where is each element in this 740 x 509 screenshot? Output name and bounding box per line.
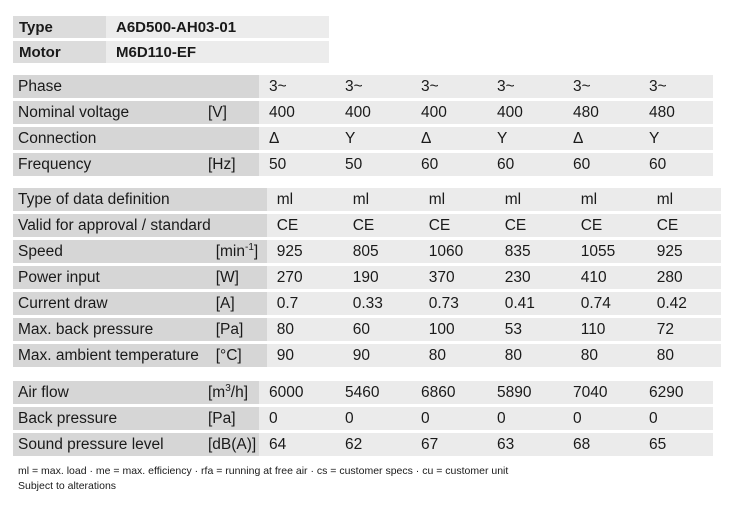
value-cell: 3~ [259,75,335,98]
table-row [13,127,713,150]
value-cell: 3~ [487,75,563,98]
value-cell: 0 [563,407,639,430]
row-label: Current draw [13,292,211,315]
value-cell: ml [419,188,495,211]
value-cell: 805 [343,240,419,263]
row-unit: [A] [211,292,267,315]
value-cell: 230 [495,266,571,289]
footnotes [18,464,508,494]
row-label: Connection [13,127,203,150]
row-unit [203,75,259,98]
value-cell: 6290 [639,381,713,404]
table-row [13,318,721,341]
row-unit: $[\min^{-1}]$ [211,240,267,263]
row-unit: [Hz] [203,153,259,176]
row-unit: [dB(A)] [203,433,259,456]
table-row [13,214,721,237]
value-cell: 80 [495,344,571,367]
value-cell: 370 [419,266,495,289]
value-cell: 400 [259,101,335,124]
value-cell: 68 [563,433,639,456]
value-cell: 190 [343,266,419,289]
value-cell: 110 [571,318,647,341]
motor-value: M6D110-EF [106,41,329,63]
row-unit: [W] [211,266,267,289]
value-cell: 0 [411,407,487,430]
row-label: Nominal voltage [13,101,203,124]
type-row [13,16,329,38]
value-cell: CE [419,214,495,237]
value-cell: Δ [411,127,487,150]
row-label: Type of data definition [13,188,211,211]
value-cell: 280 [647,266,721,289]
table-row [13,407,713,430]
value-cell: 50 [335,153,411,176]
value-cell: 0 [639,407,713,430]
row-label: Frequency [13,153,203,176]
row-unit [211,188,267,211]
value-cell: 3~ [639,75,713,98]
value-cell: 90 [267,344,343,367]
value-cell: 80 [571,344,647,367]
value-cell: 400 [487,101,563,124]
table-row [13,240,721,263]
table-row [13,433,713,456]
value-cell: 410 [571,266,647,289]
value-cell: 53 [495,318,571,341]
table-row [13,188,721,211]
value-cell: 60 [563,153,639,176]
row-label: Phase [13,75,203,98]
value-cell: ml [495,188,571,211]
value-cell: 7040 [563,381,639,404]
value-cell: 835 [495,240,571,263]
value-cell: 0.41 [495,292,571,315]
row-unit: [V] [203,101,259,124]
value-cell: 1060 [419,240,495,263]
value-cell: 400 [335,101,411,124]
table-row [13,381,713,404]
value-cell: CE [267,214,343,237]
value-cell: 62 [335,433,411,456]
acoustic-block [13,378,713,459]
value-cell: Y [335,127,411,150]
subject-to-alterations: Subject to alterations [18,480,117,492]
value-cell: 50 [259,153,335,176]
row-label: Sound pressure level [13,433,203,456]
row-unit: $[m^3/h]$ [203,381,259,404]
value-cell: 0.33 [343,292,419,315]
value-cell: 480 [639,101,713,124]
value-cell: 0.42 [647,292,721,315]
row-unit: [°C] [211,344,267,367]
value-cell: 72 [647,318,721,341]
type-label: Type [13,16,106,38]
value-cell: 3~ [335,75,411,98]
value-cell: 925 [647,240,721,263]
motor-label: Motor [13,41,106,63]
value-cell: CE [343,214,419,237]
type-value: A6D500-AH03-01 [106,16,329,38]
table-row [13,75,713,98]
value-cell: 1055 [571,240,647,263]
table-row [13,292,721,315]
row-label: Power input [13,266,211,289]
value-cell: 480 [563,101,639,124]
motor-row [13,41,329,63]
value-cell: 0 [335,407,411,430]
value-cell: 5890 [487,381,563,404]
value-cell: 3~ [563,75,639,98]
value-cell: 0 [487,407,563,430]
value-cell: ml [267,188,343,211]
value-cell: 80 [647,344,721,367]
value-cell: 65 [639,433,713,456]
abbreviation-legend: ml = max. load · me = max. efficiency · rfa = running at free air · cs = customer specs · cu = customer unit [18,465,509,477]
value-cell: 60 [487,153,563,176]
value-cell: ml [647,188,721,211]
value-cell: Y [487,127,563,150]
value-cell: Δ [563,127,639,150]
electrical-block [13,72,713,179]
row-unit [203,127,259,150]
row-label: Air flow [13,381,203,404]
value-cell: CE [647,214,721,237]
row-label: Valid for approval / standard [13,214,211,237]
value-cell: ml [343,188,419,211]
value-cell: 80 [267,318,343,341]
performance-block [13,185,721,370]
value-cell: 5460 [335,381,411,404]
value-cell: 90 [343,344,419,367]
table-row [13,101,713,124]
value-cell: 100 [419,318,495,341]
value-cell: 400 [411,101,487,124]
value-cell: 6000 [259,381,335,404]
value-cell: 80 [419,344,495,367]
value-cell: 0 [259,407,335,430]
value-cell: 0.73 [419,292,495,315]
value-cell: 67 [411,433,487,456]
table-row [13,344,721,367]
value-cell: Δ [259,127,335,150]
row-label: Max. back pressure [13,318,211,341]
value-cell: CE [571,214,647,237]
row-unit: [Pa] [203,407,259,430]
value-cell: 0.74 [571,292,647,315]
value-cell: 3~ [411,75,487,98]
table-row [13,153,713,176]
row-unit [211,214,267,237]
value-cell: 6860 [411,381,487,404]
value-cell: 60 [639,153,713,176]
value-cell: 0.7 [267,292,343,315]
value-cell: 270 [267,266,343,289]
value-cell: ml [571,188,647,211]
row-label: Back pressure [13,407,203,430]
value-cell: CE [495,214,571,237]
header-table [13,13,329,66]
row-unit: [Pa] [211,318,267,341]
value-cell: 60 [411,153,487,176]
value-cell: 64 [259,433,335,456]
value-cell: 63 [487,433,563,456]
value-cell: Y [639,127,713,150]
value-cell: 60 [343,318,419,341]
table-row [13,266,721,289]
row-label: Max. ambient temperature [13,344,211,367]
value-cell: 925 [267,240,343,263]
row-label: Speed [13,240,211,263]
